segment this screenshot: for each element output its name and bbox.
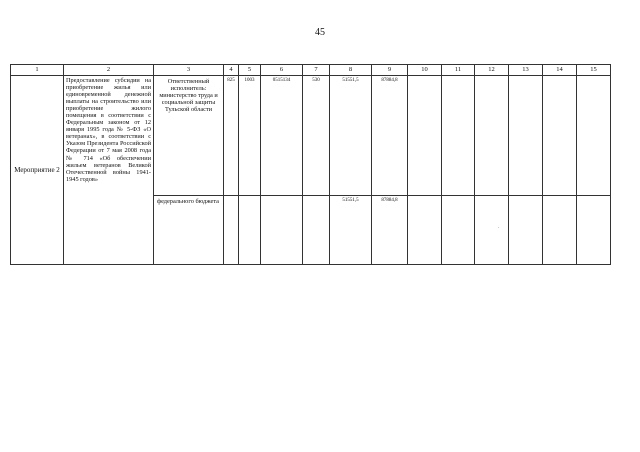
table-cell (261, 196, 303, 265)
table-cell (475, 76, 509, 196)
header-cell: 1 (11, 65, 64, 76)
row-label: Мероприятие 2 (11, 76, 64, 265)
table-cell: 87884,8 (372, 76, 408, 196)
header-cell: 5 (239, 65, 261, 76)
table-cell (442, 196, 475, 265)
header-cell: 9 (372, 65, 408, 76)
table-cell: 0515134 (261, 76, 303, 196)
table-cell (408, 76, 442, 196)
header-cell: 8 (330, 65, 372, 76)
executor-cell: Ответственный исполнитель: министерство труда и социальной защиты Тульской области (154, 76, 224, 196)
header-cell: 3 (154, 65, 224, 76)
table-cell (509, 76, 543, 196)
table-cell (543, 196, 577, 265)
table-cell: 51551,5 (330, 76, 372, 196)
table-cell: 530 (303, 76, 330, 196)
header-cell: 15 (577, 65, 611, 76)
table-cell (442, 76, 475, 196)
table-cell (475, 196, 509, 265)
table-cell (408, 196, 442, 265)
program-table (10, 64, 611, 265)
table-cell (509, 196, 543, 265)
header-cell: 4 (224, 65, 239, 76)
header-cell: 12 (475, 65, 509, 76)
header-cell: 13 (509, 65, 543, 76)
table-cell (577, 76, 611, 196)
executor-cell: федерального бюджета (154, 196, 224, 265)
table-cell (543, 76, 577, 196)
table-cell: 825 (224, 76, 239, 196)
header-cell: 10 (408, 65, 442, 76)
table-cell (224, 196, 239, 265)
header-row (11, 65, 611, 76)
header-cell: 14 (543, 65, 577, 76)
measure-description: Предоставление субсидии на приобретение жилья или единовременной денежной выплаты на строительство или приобретение жилого помещения в соответствии с Федеральным законом от 12 января 1995 года № 5-ФЗ «О ветеранах», в соответствии с Указом Президента Российской Федерации от 7 мая 2008 года № 714 «Об обеспечении жильем ветеранов Великой Отечественной войны 1941-1945 годов» (64, 76, 154, 265)
table-cell (577, 196, 611, 265)
table-cell: 1003 (239, 76, 261, 196)
table-cell (303, 196, 330, 265)
table-cell (239, 196, 261, 265)
stray-mark: . (498, 224, 500, 230)
header-cell: 7 (303, 65, 330, 76)
table-cell: 87884,8 (372, 196, 408, 265)
table-row (11, 76, 611, 196)
header-cell: 2 (64, 65, 154, 76)
table-cell: 51551,5 (330, 196, 372, 265)
page-number: 45 (315, 27, 325, 38)
header-cell: 6 (261, 65, 303, 76)
header-cell: 11 (442, 65, 475, 76)
